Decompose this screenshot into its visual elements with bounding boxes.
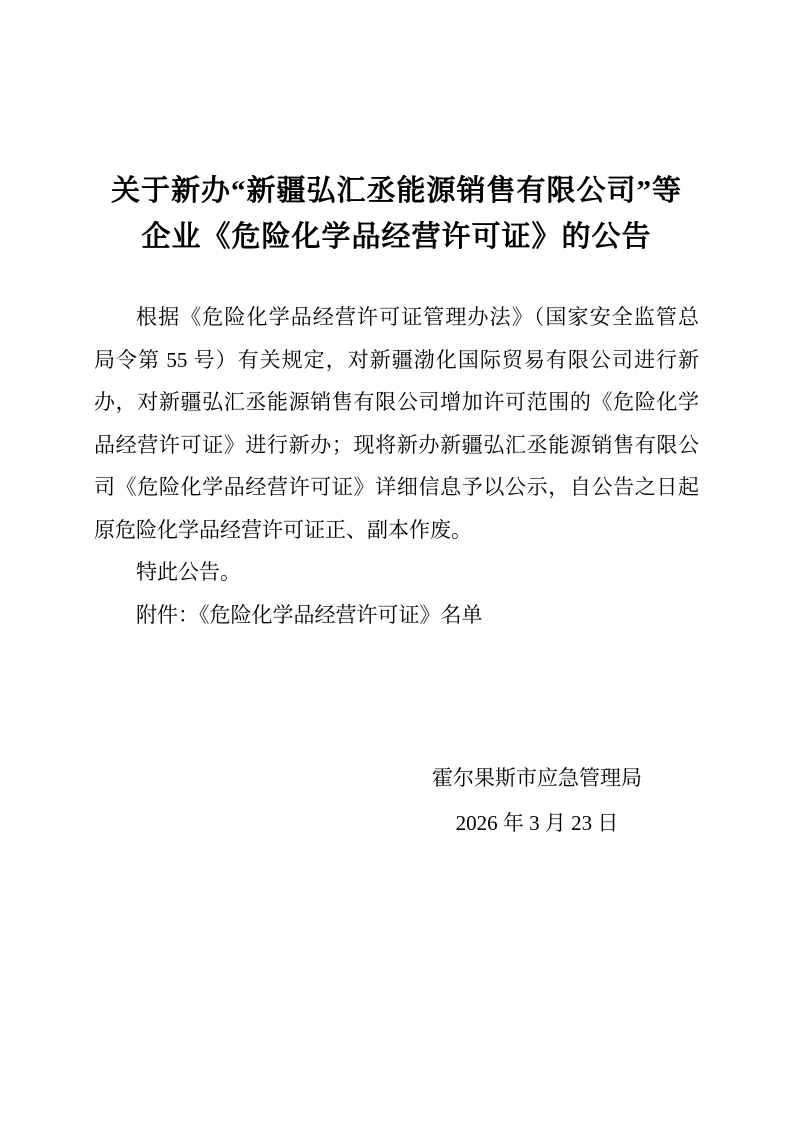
issue-date: 2026 年 3 月 23 日 — [455, 811, 619, 835]
document-title — [94, 0, 699, 260]
body-line: 局令第 55 号）有关规定，对新疆渤化国际贸易有限公司进行新 — [94, 347, 699, 372]
body-line: 品经营许可证》进行新办；现将新办新疆弘汇丞能源销售有限公 — [94, 432, 699, 457]
body-line: 根据《危险化学品经营许可证管理办法》（国家安全监管总 — [136, 305, 699, 329]
title-line-1: 关于新办“新疆弘汇丞能源销售有限公司”等 — [110, 175, 682, 207]
title-line-2: 企业《危险化学品经营许可证》的公告 — [141, 221, 652, 253]
closing-line: 特此公告。 — [136, 560, 241, 584]
signature-block — [432, 756, 642, 846]
body-line: 原危险化学品经营许可证正、副本作废。 — [94, 517, 472, 542]
attachment-line: 附件：《危险化学品经营许可证》名单 — [136, 602, 483, 627]
document-body — [94, 296, 699, 636]
body-line: 办，对新疆弘汇丞能源销售有限公司增加许可范围的《危险化学 — [94, 390, 699, 414]
body-line: 司《危险化学品经营许可证》详细信息予以公示，自公告之日起 — [94, 475, 699, 499]
issuer-name: 霍尔果斯市应急管理局 — [432, 766, 642, 790]
